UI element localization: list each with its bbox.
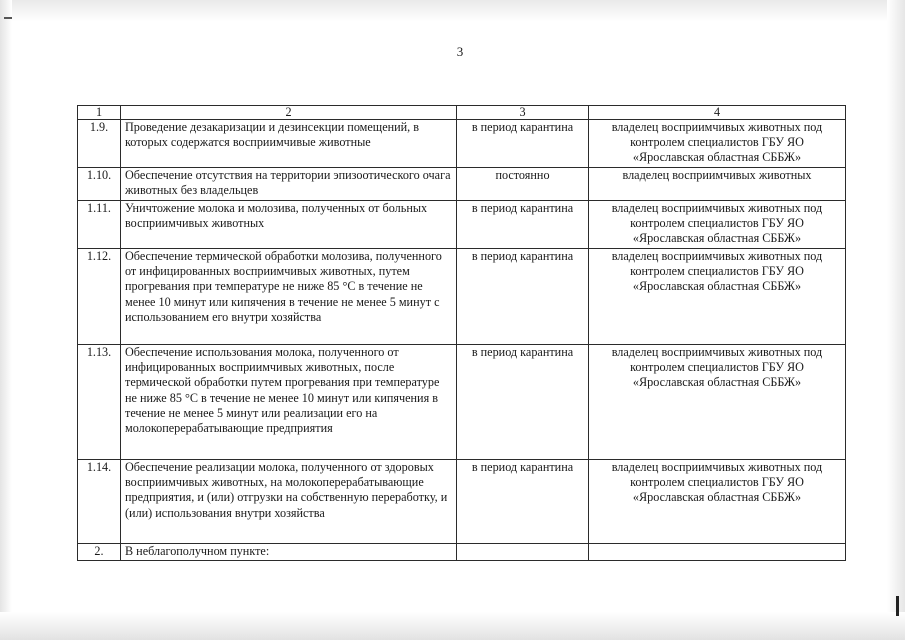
row-number: 1.13. [78,345,121,460]
row-responsible: владелец восприимчивых животных под контролем специалистов ГБУ ЯО «Ярославская областная СББЖ» [589,249,846,345]
row-responsible: владелец восприимчивых животных под контролем специалистов ГБУ ЯО «Ярославская областная СББЖ» [589,460,846,544]
scan-edge-left [0,0,12,640]
table-row [78,345,846,460]
row-period: в период карантина [457,249,589,345]
row-measure: Уничтожение молока и молозива, полученных от больных восприимчивых животных [121,201,457,249]
column-header-3: 3 [457,106,589,120]
scan-artifact-dash [4,17,12,19]
row-period: постоянно [457,168,589,201]
measures-table [77,105,846,561]
row-period: в период карантина [457,345,589,460]
scan-edge-top [0,0,905,22]
row-number: 1.11. [78,201,121,249]
row-period: в период карантина [457,460,589,544]
row-number: 2. [78,544,121,561]
row-period: в период карантина [457,120,589,168]
table-row [78,201,846,249]
table-row [78,460,846,544]
scan-artifact-edge-mark [896,596,899,616]
column-header-4: 4 [589,106,846,120]
row-period: в период карантина [457,201,589,249]
column-header-2: 2 [121,106,457,120]
row-responsible: владелец восприимчивых животных [589,168,846,201]
row-number: 1.9. [78,120,121,168]
row-measure: Обеспечение термической обработки молозива, полученного от инфицированных восприимчивых животных, путем прогревания при температуре не ниже 85 °С в течение не менее 10 минут или кипячения в течение не менее 5 минут с использованием его внутри хозяйства [121,249,457,345]
row-responsible: владелец восприимчивых животных под контролем специалистов ГБУ ЯО «Ярославская областная СББЖ» [589,120,846,168]
row-measure: Обеспечение отсутствия на территории эпизоотического очага животных без владельцев [121,168,457,201]
column-header-1: 1 [78,106,121,120]
row-measure: Проведение дезакаризации и дезинсекции помещений, в которых содержатся восприимчивые животные [121,120,457,168]
row-measure: Обеспечение использования молока, полученного от инфицированных восприимчивых животных, после термической обработки путем прогревания при температуре не ниже 85 °С в течение не менее 10 минут или кипячения в течение не менее 5 минут или реализации его на молокоперерабатывающие предприятия [121,345,457,460]
row-period [457,544,589,561]
row-responsible: владелец восприимчивых животных под контролем специалистов ГБУ ЯО «Ярославская областная СББЖ» [589,345,846,460]
row-responsible: владелец восприимчивых животных под контролем специалистов ГБУ ЯО «Ярославская областная СББЖ» [589,201,846,249]
row-number: 1.14. [78,460,121,544]
table-row [78,544,846,561]
page-number: 3 [456,44,464,59]
scan-edge-bottom [0,612,905,640]
row-measure: Обеспечение реализации молока, полученного от здоровых восприимчивых животных, на молокоперерабатывающие предприятия, и (или) отгрузки на собственную переработку, и (или) использования внутри хозяйства [121,460,457,544]
scan-edge-right [887,0,905,640]
table-row [78,168,846,201]
table-header-row [78,106,846,120]
row-measure: В неблагополучном пункте: [121,544,457,561]
row-number: 1.12. [78,249,121,345]
table-row [78,249,846,345]
row-number: 1.10. [78,168,121,201]
row-responsible [589,544,846,561]
table-row [78,120,846,168]
